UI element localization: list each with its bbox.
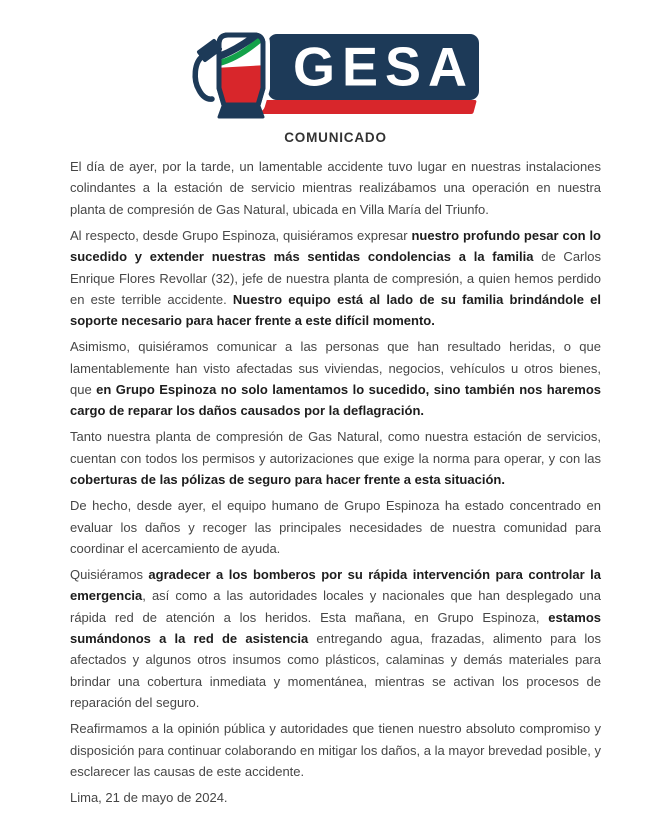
text-run: Asimismo, quisiéramos comunicar a las personas que han resultado heridas, o que lamentablemente han visto afectadas sus viviendas, negocios, vehículos u otros bienes, que (70, 339, 601, 398)
text-run: Quisiéramos (70, 566, 149, 582)
comunicado-body (70, 156, 601, 782)
bold-text-run: coberturas de las pólizas de seguro para hacer frente a esta situación. (70, 472, 505, 488)
text-run: de Carlos Enrique Flores Revollar (32), jefe de nuestra planta de compresión, a quien hemos perdido en este terrible accidente. (70, 249, 602, 307)
text-run: , así como a las autoridades locales y nacionales que han desplegado una rápida red de atención a los heridos. Esta mañana, en Grupo Espinoza, (70, 588, 601, 625)
paragraph (70, 718, 601, 782)
page-title: COMUNICADO (284, 130, 387, 145)
text-run: Tanto nuestra planta de compresión de Gas Natural, como nuestra estación de servicios, cuentan con todos los permisos y autorizaciones que exige la norma para operar, y con las (70, 429, 601, 466)
bold-text-run: estamos sumándonos a la red de asistencia (70, 609, 601, 647)
bold-text-run: agradecer a los bomberos por su rápida intervención para controlar la emergencia (70, 566, 602, 604)
text-run: entregando agua, frazadas, alimento para los afectados y algunos otros insumos como plásticos, calaminas y demás materiales para brindar una cobertura inmediata y momentánea, mientras se activan los procesos de reparación del seguro. (70, 631, 601, 711)
paragraph (70, 336, 601, 422)
gas-pump-icon (191, 22, 291, 122)
paragraph (70, 495, 601, 559)
text-run: El día de ayer, por la tarde, un lamentable accidente tuvo lugar en nuestras instalaciones colindantes a la estación de servicio mientras realizábamos una operación en nuestra planta de compresión de Gas Natural, ubicada en Villa María del Triunfo. (70, 159, 601, 217)
text-run: Reafirmamos a la opinión pública y autoridades que tienen nuestro absoluto compromiso y disposición para continuar colaborando en mitigar los daños, a la mayor brevedad posible, y esclarecer las causas de este accidente. (70, 721, 601, 779)
paragraph (70, 564, 601, 714)
paragraph (70, 156, 601, 220)
bold-text-run: en Grupo Espinoza no solo lamentamos lo sucedido, sino también nos haremos cargo de reparar los daños causados por la deflagración. (70, 382, 601, 419)
text-run: Al respecto, desde Grupo Espinoza, quisiéramos expresar (70, 227, 412, 243)
date-line: Lima, 21 de mayo de 2024. (70, 789, 228, 805)
gesa-logo (191, 22, 481, 118)
bold-text-run: nuestro profundo pesar con lo sucedido y extender nuestras más sentidas condolencias a la familia (70, 227, 601, 265)
brand-wordmark: GESA (292, 36, 475, 98)
bold-text-run: Nuestro equipo está al lado de su familia brindándole el soporte necesario para hacer frente a este difícil momento. (70, 291, 601, 329)
logo-plate (268, 34, 479, 100)
paragraph (70, 426, 601, 490)
text-run: De hecho, desde ayer, el equipo humano de Grupo Espinoza ha estado concentrado en evaluar los daños y recoger las principales necesidades de nuestra comunidad para coordinar el acercamiento de ayuda. (70, 498, 601, 556)
paragraph (70, 225, 601, 332)
